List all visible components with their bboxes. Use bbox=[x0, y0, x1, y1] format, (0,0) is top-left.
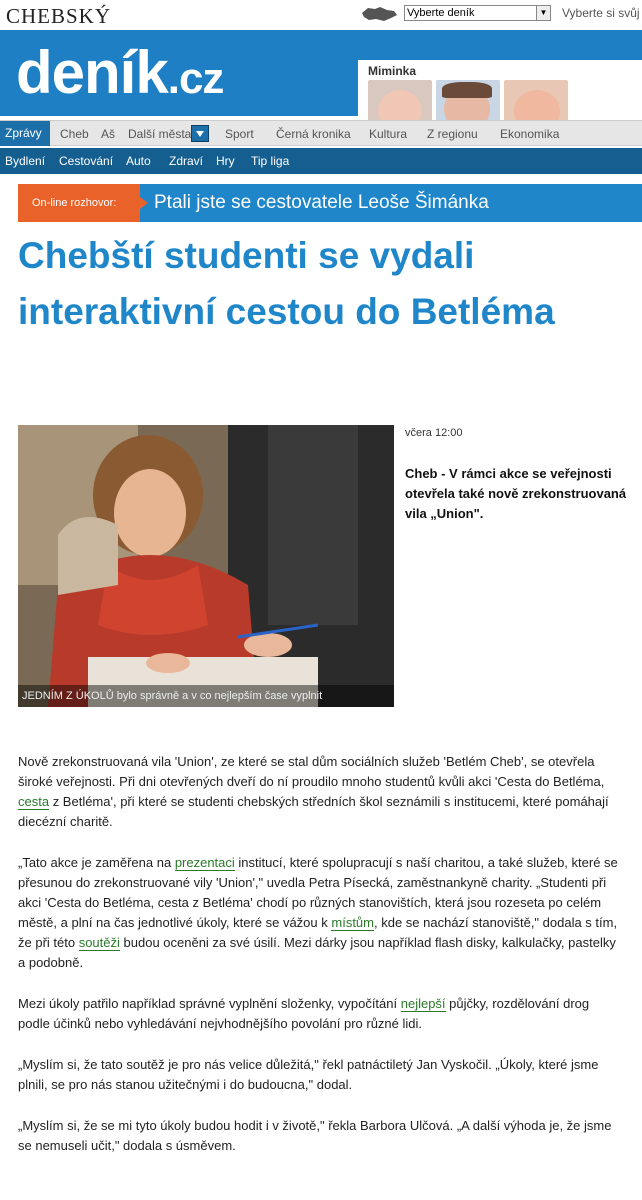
paragraph-text: „Tato akce je zaměřena na bbox=[18, 855, 175, 870]
region-select[interactable] bbox=[404, 5, 551, 21]
inline-link-prezentaci[interactable]: prezentaci bbox=[174, 855, 235, 870]
choose-your-paper-link[interactable]: Vyberte si svůj bbox=[562, 6, 640, 20]
nav-item-tip-liga[interactable]: Tip liga bbox=[251, 154, 290, 168]
czech-map-icon[interactable] bbox=[360, 5, 398, 23]
article-photo-illustration bbox=[18, 425, 394, 707]
article-date: včera 12:00 bbox=[405, 427, 463, 439]
article-paragraph: „Myslím si, že tato soutěž je pro nás velice důležitá," řekl patnáctiletý Jan Vyskočil. „Úkoly, které jsme plnili, se pro nás stanou užitečnými i do budoucna," dodal. bbox=[18, 1057, 599, 1092]
nav-item-zdravi[interactable]: Zdraví bbox=[169, 154, 204, 168]
paragraph-text: z Betléma', při které se studenti chebských středních škol seznámili s institucemi, které pomáhají diecézní charitě. bbox=[18, 794, 609, 829]
inline-link-nejlepsi[interactable]: nejlepší bbox=[400, 996, 446, 1011]
top-strip bbox=[0, 0, 642, 30]
nav-item-as[interactable]: Aš bbox=[101, 127, 116, 141]
regional-brand-name[interactable]: CHEBSKÝ bbox=[6, 4, 112, 28]
nav-item-cheb[interactable]: Cheb bbox=[60, 127, 89, 141]
nav-item-kultura[interactable]: Kultura bbox=[369, 127, 408, 141]
nav-item-sport[interactable]: Sport bbox=[225, 127, 254, 141]
article-paragraph bbox=[18, 853, 618, 973]
article-paragraph bbox=[18, 752, 618, 832]
nav-item-z-regionu[interactable]: Z regionu bbox=[427, 127, 478, 141]
nav-item-cestovani[interactable]: Cestování bbox=[59, 154, 114, 168]
nav-item-cerna-kronika[interactable]: Černá kronika bbox=[276, 127, 351, 141]
paragraph-text: institucí, které spolupracují s naší charitou, a také služeb, které se přesunou do zrekonstruované vily 'Union'," uvedla Petra Písecká, zaměstnankyně charity. „Studenti při akci 'Cesta do Betléma, cesta z Betléma' chodí po různých stanovištích, která jsou rozeseta po celém městě, a plní na čas jednotlivé úkoly, které se vážou k bbox=[18, 855, 618, 930]
article-body bbox=[18, 752, 618, 1177]
article-paragraph bbox=[18, 994, 618, 1034]
nav-item-ekonomika[interactable]: Ekonomika bbox=[500, 127, 560, 141]
site-logo[interactable] bbox=[16, 36, 223, 116]
nav-item-dalsi-mesta[interactable]: Další města bbox=[128, 127, 192, 141]
inline-link-cesta[interactable]: cesta bbox=[18, 794, 50, 809]
article-photo[interactable] bbox=[18, 425, 394, 707]
paragraph-text: Nově zrekonstruovaná vila 'Union', ze které se stal dům sociálních služeb 'Betlém Cheb', se otevřela široké veřejnosti. Při dni otevřených dveří do ní proudilo mnoho studentů kvůli akci 'Cesta do Betléma, bbox=[18, 754, 605, 789]
article-paragraph: „Myslím si, že se mi tyto úkoly budou hodit i v životě," řekla Barbora Ulčová. „A další výhoda je, že jsme se nemuseli učit," dodala s úsměvem. bbox=[18, 1118, 612, 1153]
paragraph-text: , kde se nachází stanoviště," dodala s tím, že při této bbox=[18, 915, 618, 950]
banner-tag: On-line rozhovor: bbox=[18, 184, 140, 222]
site-header bbox=[0, 30, 642, 116]
nav-item-zpravy[interactable]: Zprávy bbox=[0, 121, 50, 146]
nav-item-auto[interactable]: Auto bbox=[126, 154, 151, 168]
online-interview-banner[interactable] bbox=[18, 184, 642, 222]
banner-headline[interactable]: Ptali jste se cestovatele Leoše Šimánka bbox=[154, 192, 489, 213]
primary-nav bbox=[0, 120, 642, 146]
logo-suffix: .cz bbox=[167, 54, 224, 103]
photo-caption: JEDNÍM Z ÚKOLŮ bylo správně a v co nejlepším čase vyplnit bbox=[18, 685, 394, 707]
chevron-down-icon[interactable] bbox=[191, 125, 209, 142]
article-perex: Cheb - V rámci akce se veřejnosti otevřela také nově zrekonstruovaná vila „Union". bbox=[405, 466, 627, 521]
paragraph-text: Mezi úkoly patřilo například správné vyplnění složenky, vypočítání bbox=[18, 996, 401, 1011]
paragraph-text: půjčky, rozdělování drog podle účinků nebo vyhledávání nejvhodnějšího povolání pro různé lidi. bbox=[18, 996, 590, 1031]
inline-link-soutezi[interactable]: soutěži bbox=[78, 935, 120, 950]
babies-label[interactable]: Miminka bbox=[368, 64, 417, 78]
nav-item-bydleni[interactable]: Bydlení bbox=[5, 154, 46, 168]
article-title: Chebští studenti se vydali interaktivní cestou do Betléma bbox=[18, 235, 555, 332]
secondary-nav bbox=[0, 148, 642, 174]
nav-item-hry[interactable]: Hry bbox=[216, 154, 235, 168]
paragraph-text: budou oceněni za své úsilí. Mezi dárky jsou například flash disky, kalkulačky, pastelky a podobně. bbox=[18, 935, 616, 970]
logo-main: deník bbox=[16, 39, 168, 106]
region-select-value: Vyberte deník bbox=[407, 7, 475, 19]
inline-link-mistum[interactable]: místům bbox=[331, 915, 374, 930]
chevron-down-icon: ▼ bbox=[536, 6, 550, 20]
